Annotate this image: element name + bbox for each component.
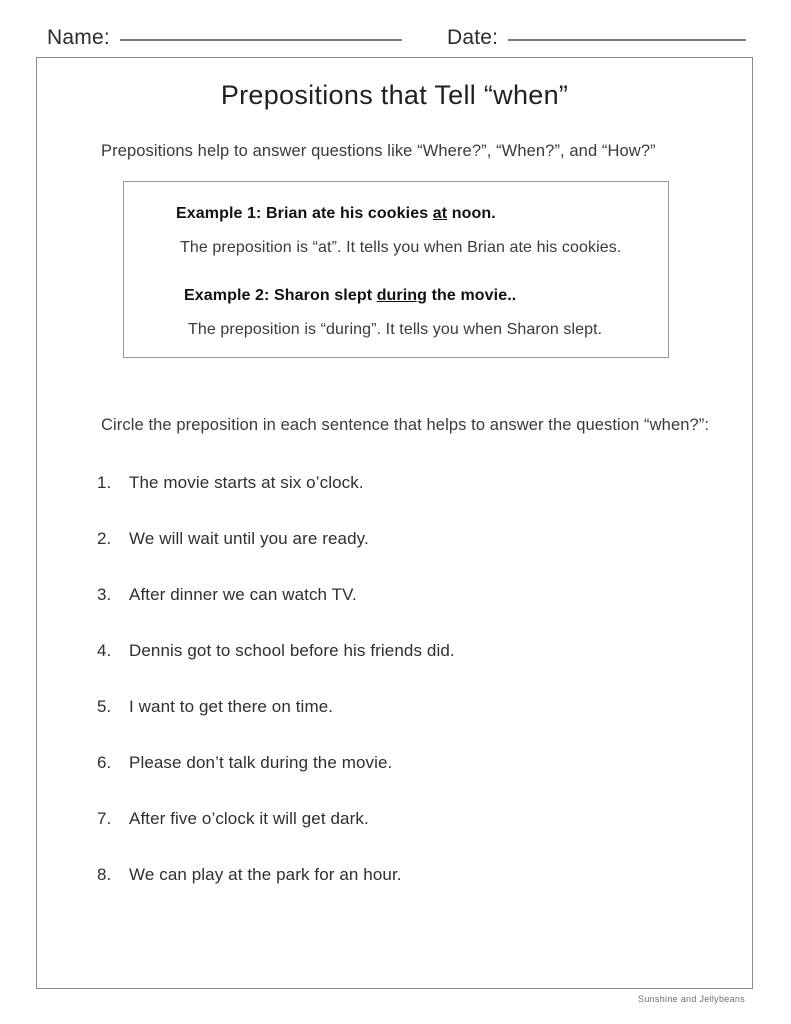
question-item[interactable] [97, 473, 697, 529]
example-2-heading-prefix: Example 2: Sharon slept [184, 287, 377, 304]
date-field-group [447, 26, 746, 50]
question-text: After five o’clock it will get dark. [129, 809, 369, 828]
question-text: Please don’t talk during the movie. [129, 753, 393, 772]
examples-box [123, 181, 669, 358]
question-item[interactable] [97, 753, 697, 809]
example-2-explanation: The preposition is “during”. It tells you when Sharon slept. [188, 321, 603, 338]
name-write-in-line[interactable] [120, 39, 402, 41]
publisher-credit: Sunshine and Jellybeans [638, 994, 745, 1004]
date-write-in-line[interactable] [508, 39, 746, 41]
date-label: Date: [447, 26, 499, 49]
instruction-text: Circle the preposition in each sentence that helps to answer the question “when?”: [101, 416, 710, 434]
question-number: 8. [97, 865, 112, 884]
question-text: I want to get there on time. [129, 697, 334, 716]
question-number: 6. [97, 753, 112, 772]
example-1-explanation: The preposition is “at”. It tells you when Brian ate his cookies. [180, 239, 622, 256]
question-number: 1. [97, 473, 112, 492]
example-1-heading-suffix: noon. [447, 205, 496, 222]
example-2-preposition: during [376, 287, 428, 304]
question-text: After dinner we can watch TV. [129, 585, 357, 604]
question-number: 2. [97, 529, 112, 548]
question-list [97, 473, 697, 921]
worksheet-header [0, 26, 791, 56]
example-1-heading [176, 205, 496, 223]
question-item[interactable] [97, 809, 697, 865]
question-number: 4. [97, 641, 112, 660]
example-2-heading-suffix: the movie.. [427, 287, 517, 304]
example-2-heading [184, 287, 516, 305]
example-1-heading-prefix: Example 1: Brian ate his cookies [176, 205, 433, 222]
question-item[interactable] [97, 697, 697, 753]
example-1-preposition: at [432, 205, 448, 222]
question-text: The movie starts at six o’clock. [129, 473, 364, 492]
intro-text: Prepositions help to answer questions like “Where?”, “When?”, and “How?” [101, 142, 656, 160]
worksheet-body [36, 57, 753, 989]
question-text: We can play at the park for an hour. [129, 865, 402, 884]
question-item[interactable] [97, 529, 697, 585]
question-item[interactable] [97, 865, 697, 921]
question-number: 7. [97, 809, 112, 828]
question-item[interactable] [97, 641, 697, 697]
name-label: Name: [47, 26, 110, 49]
question-number: 3. [97, 585, 112, 604]
name-field-group [47, 26, 402, 50]
question-text: Dennis got to school before his friends did. [129, 641, 455, 660]
question-text: We will wait until you are ready. [129, 529, 369, 548]
question-number: 5. [97, 697, 112, 716]
page-title: Prepositions that Tell “when” [220, 80, 569, 110]
question-item[interactable] [97, 585, 697, 641]
